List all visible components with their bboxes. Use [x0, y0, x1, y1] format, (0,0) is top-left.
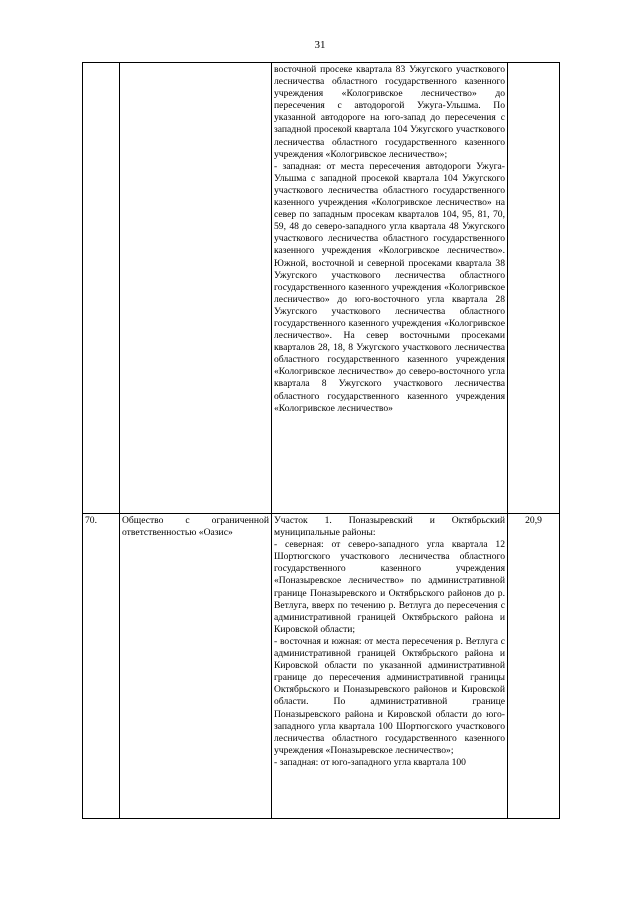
description-paragraph: - восточная и южная: от места пересечения р. Ветлуга с административной границей Октябрьского района и Кировской области по указанной административной границе до пересечения административной границы Октябрьского и Поназыревского районов и Кировской области. По административной границе Поназыревского района и Кировской области до юго-западного угла квартала 100 Шортюгского участкового лесничества областного государственного казенного учреждения «Поназыревское лесничество»; — [274, 635, 505, 756]
row-number — [83, 63, 120, 514]
description-paragraph: восточной просеке квартала 83 Ужугского участкового лесничества областного государственного казенного учреждения «Кологривское лесничество» до пересечения с автодорогой Ужуга-Ульшма. По указанной автодороге на юго-запад до пересечения с западной просекой квартала 104 Ужугского участкового лесничества областного государственного казенного учреждения «Кологривское лесничество»; — [274, 64, 505, 160]
description-paragraph: - западная: от места пересечения автодороги Ужуга-Ульшма с западной просекой квартала 104 Ужугского участкового лесничества областного государственного казенного учреждения «Кологривское лесничество» на север по западным просекам кварталов 104, 95, 81, 70, 59, 48 до северо-западного угла квартала 48 Ужугского участкового лесничества областного государственного казенного учреждения «Кологривское лесничество». Южной, восточной и северной просеками квартала 38 Ужугского участкового лесничества областного государственного казенного учреждения «Кологривское лесничество» до юго-восточного угла квартала 28 Ужугского участкового лесничества областного государственного казенного учреждения «Кологривское лесничество». На север восточными просеками кварталов 28, 18, 8 Ужугского участкового лесничества областного государственного казенного учреждения «Кологривское лесничество» до северо-восточного угла квартала 8 Ужугского участкового лесничества областного государственного казенного учреждения «Кологривское лесничество» — [274, 160, 505, 414]
document-table — [82, 62, 560, 819]
boundary-description-cell — [272, 514, 508, 819]
page-number: 31 — [314, 39, 326, 51]
boundary-description-cell — [272, 63, 508, 514]
organization-cell: Общество с ограниченной ответственностью «Оазис» — [120, 514, 272, 819]
table-row — [83, 63, 560, 514]
table-row — [83, 514, 560, 819]
description-paragraph: Участок 1. Поназыревский и Октябрьский муниципальные районы: — [274, 515, 505, 539]
description-paragraph: - северная: от северо-западного угла квартала 12 Шортюгского участкового лесничества областного государственного казенного учреждения «Поназыревское лесничество» по административной границе Поназыревского и Октябрьского районов до р. Ветлуга, вверх по течению р. Ветлуга до пересечения с административной границей Октябрьского района и Кировской области; — [274, 539, 505, 635]
area-cell: 20,9 — [508, 514, 560, 819]
description-paragraph: - западная: от юго-западного угла квартала 100 — [274, 756, 466, 768]
row-number: 70. — [83, 514, 120, 819]
organization-cell — [120, 63, 272, 514]
area-cell — [508, 63, 560, 514]
